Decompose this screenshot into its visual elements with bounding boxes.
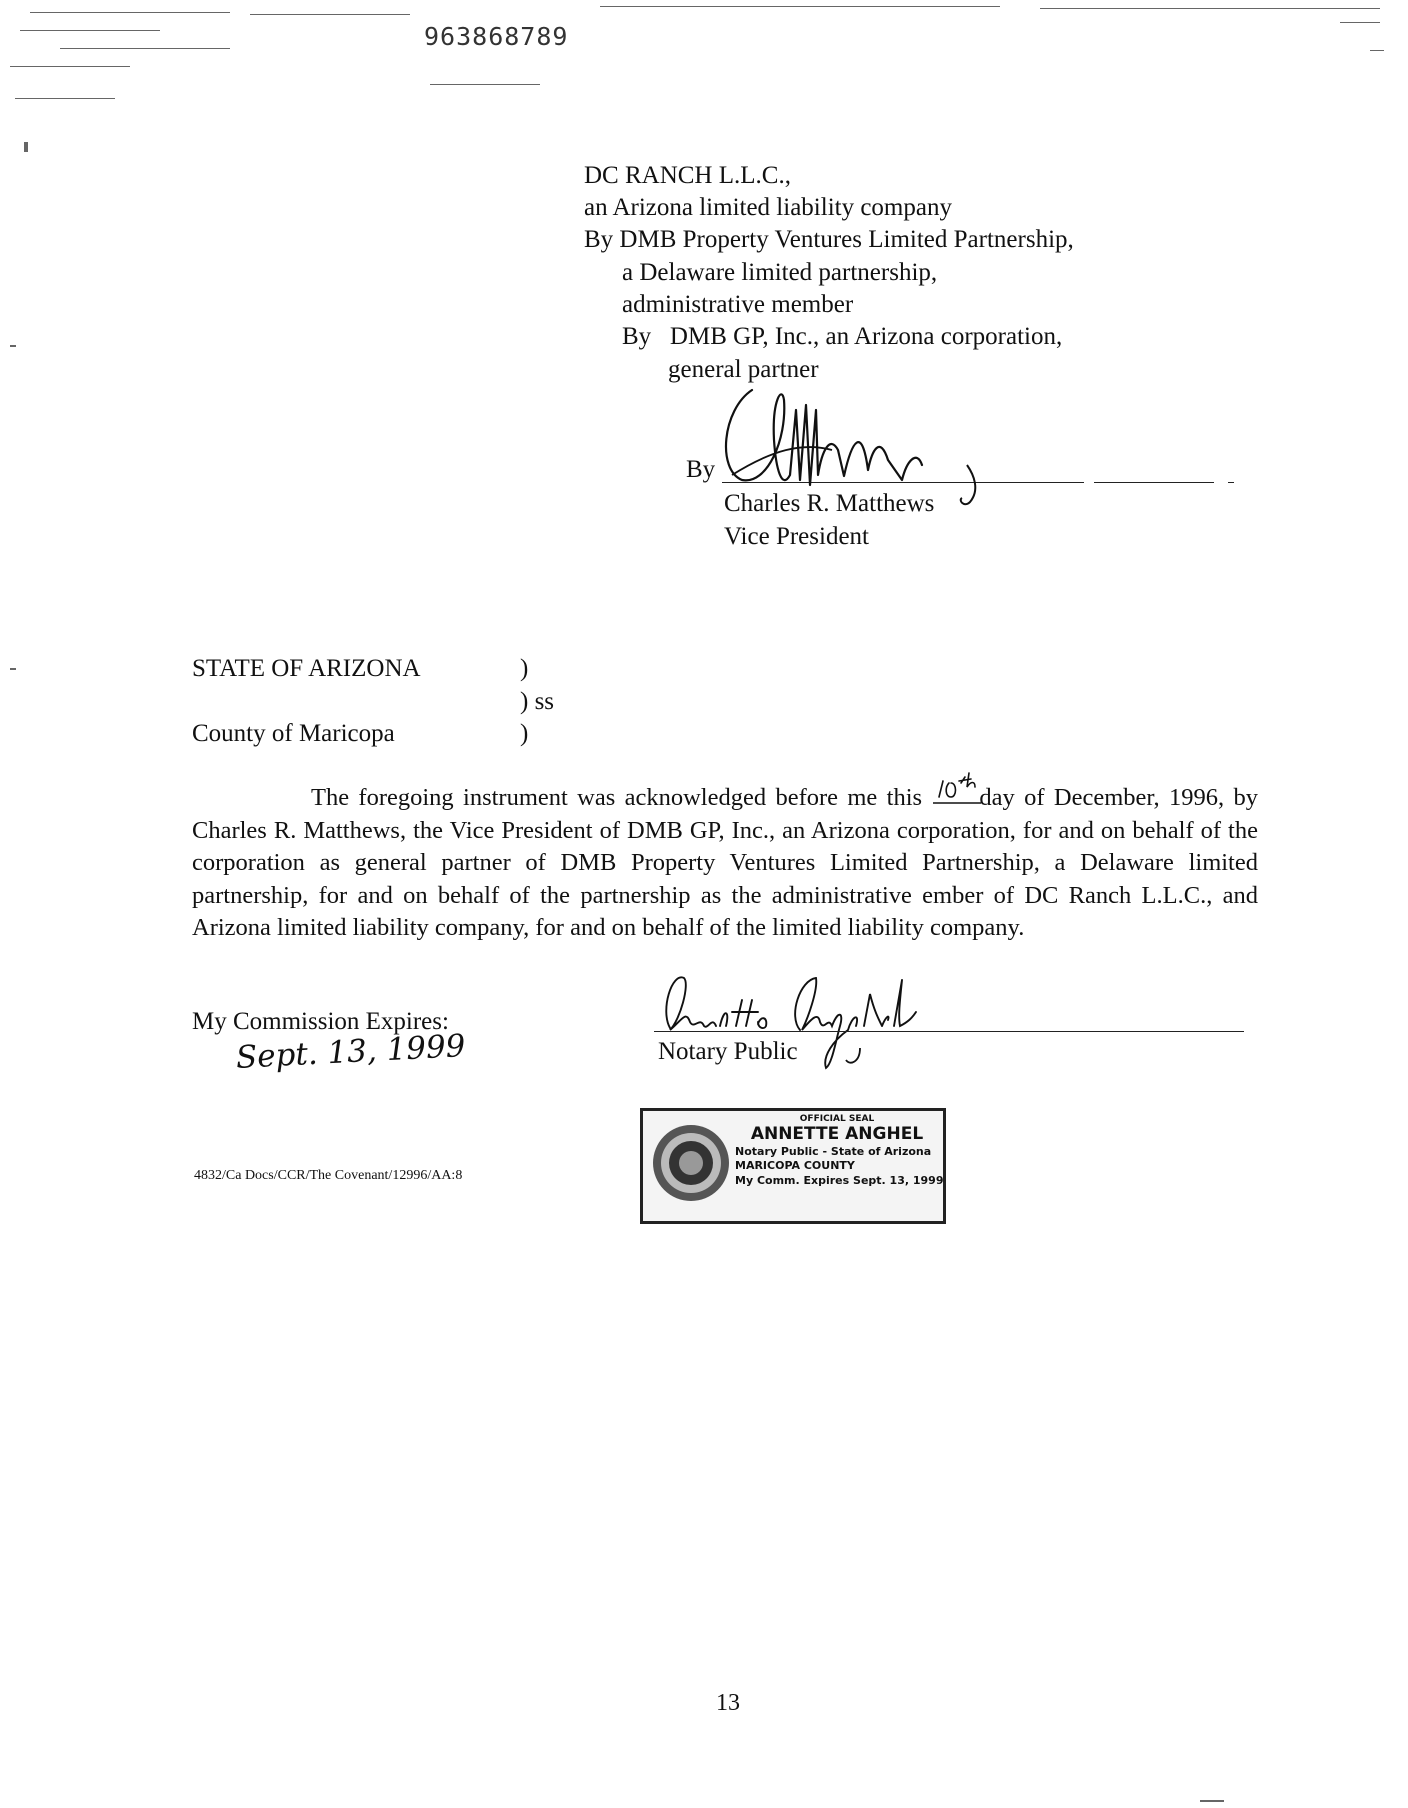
file-reference: 4832/Ca Docs/CCR/The Covenant/12996/AA:8 [194,1168,463,1183]
notary-seal [640,1108,946,1224]
acknowledgment-text-start: The foregoing instrument was acknowledged before me this [311,784,923,811]
seal-official: OFFICIAL SEAL [799,1114,875,1124]
signer-name: Charles R. Matthews [724,490,935,517]
notary-signature-line [654,1031,1244,1032]
venue-paren-3: ) [520,720,529,747]
company-type: an Arizona limited liability company [584,194,952,221]
commission-date: Sept. 13, 1999 [235,1028,467,1076]
acknowledgment-text-end: day of December, 1996, by Charles R. Matthews, the Vice President of DMB GP, Inc., an Arizona corporation, for and on behalf of the corporation as general partner of DMB Property Ventures Limited Partnership, a Delaware limited partnership, for and on behalf of the partnership as the administrative ember of DC Ranch L.L.C., and Arizona limited liability company, for and on behalf of the limited liability company. [192,784,1258,942]
venue-paren-1: ) [520,655,529,682]
gp-role: general partner [668,356,819,383]
page-number: 13 [716,1690,740,1716]
by-label: By [686,456,716,483]
member-type: a Delaware limited partnership, [622,259,938,286]
notary-label: Notary Public [658,1038,798,1065]
seal-name: ANNETTE ANGHEL [750,1124,924,1144]
venue-ss: ) ss [520,688,555,715]
seal-expires: My Comm. Expires Sept. 13, 1999 [735,1174,944,1187]
venue-state: STATE OF ARIZONA [192,655,421,682]
signature-line-tail [1094,482,1214,483]
state-seal-icon [649,1121,733,1205]
acknowledgment-paragraph [192,781,1258,945]
document-number: 963868789 [424,22,569,51]
seal-state: Notary Public - State of Arizona [735,1145,932,1158]
handwritten-day [931,781,977,805]
signer-title: Vice President [724,523,869,550]
venue-county: County of Maricopa [192,720,395,747]
company-name: DC RANCH L.L.C., [584,162,791,189]
seal-county: MARICOPA COUNTY [735,1159,855,1172]
commission-label: My Commission Expires: [192,1008,449,1035]
gp-name: By DMB GP, Inc., an Arizona corporation, [622,323,1063,350]
member-name: By DMB Property Ventures Limited Partnership, [584,226,1074,253]
member-role: administrative member [622,291,854,318]
